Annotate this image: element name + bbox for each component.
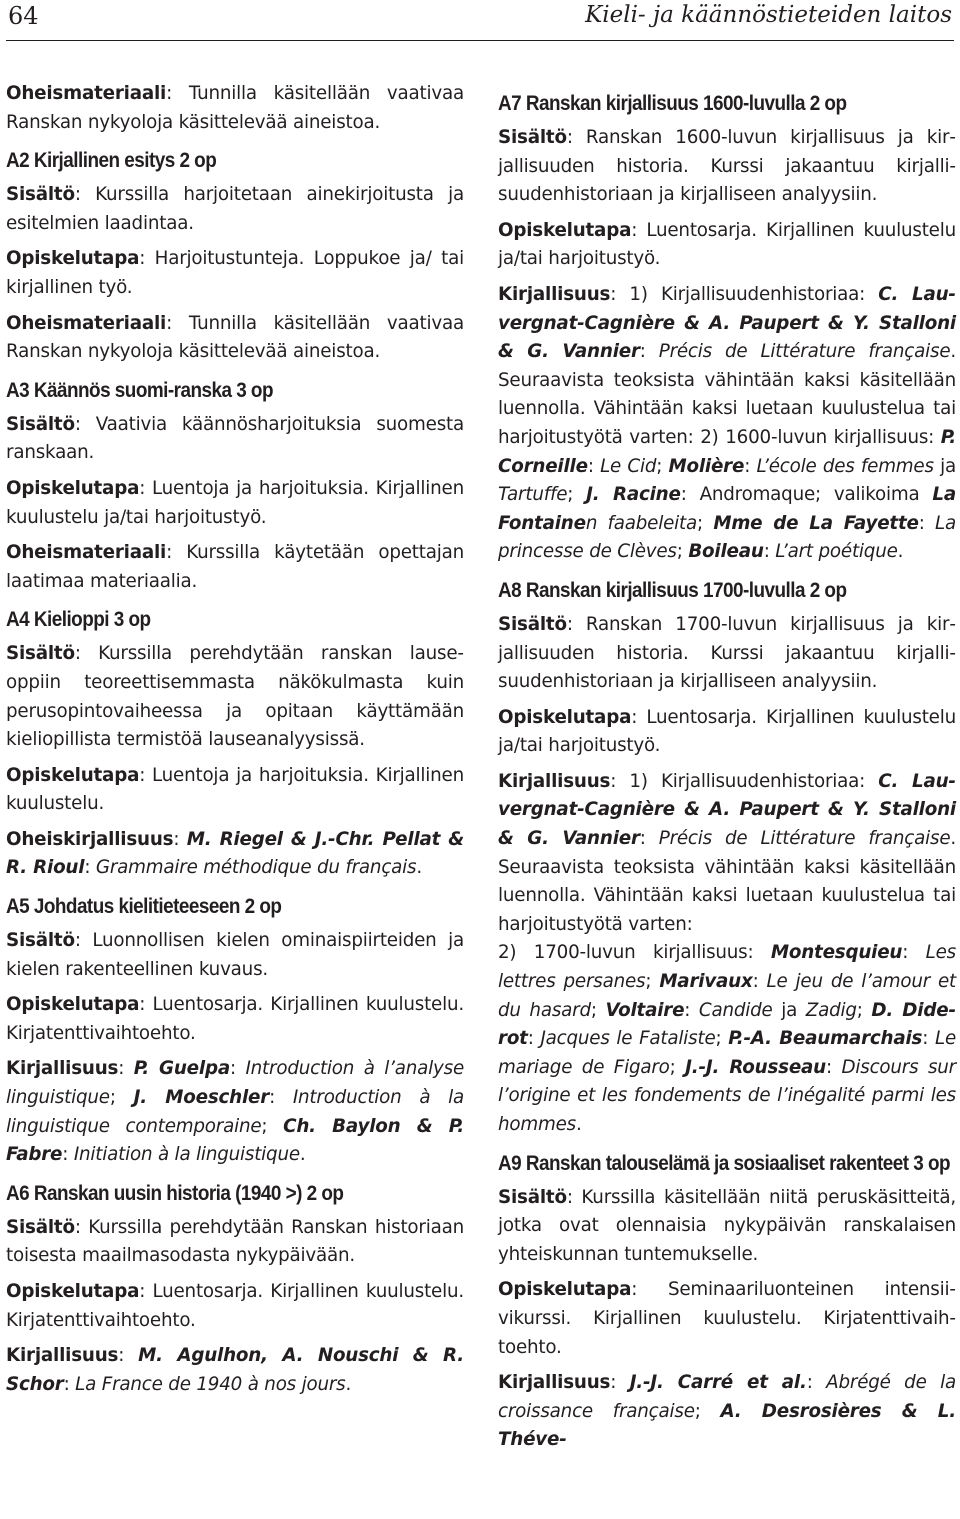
left-column xyxy=(6,80,464,1406)
a8-work-5-title: Le mariage de Figaro xyxy=(498,1028,956,1078)
separator: ; xyxy=(715,1028,729,1050)
separator: ; xyxy=(645,971,660,993)
a8-work-4-author: D. Diderot xyxy=(498,999,957,1050)
a6-kirjallisuus xyxy=(6,1342,464,1399)
a4-opiskelutapa-text: : Luentoja ja harjoituksia. Kirjallinen kuulustelu. xyxy=(6,764,464,815)
a5-opiskelutapa-text: : Luentosarja. Kirjallinen kuulustelu. Kirjatenttivaihtoehto. xyxy=(6,994,464,1044)
a6-opiskelutapa xyxy=(6,1278,464,1335)
a2-sisalto xyxy=(6,181,464,238)
separator: . xyxy=(299,1144,306,1166)
a9-author-1: J.-J. Carré et al. xyxy=(629,1372,807,1394)
separator: ; xyxy=(694,1400,721,1422)
a8-sisalto xyxy=(498,611,956,697)
separator: ; xyxy=(656,455,669,477)
a6-book-title: La France de 1940 à nos jours xyxy=(75,1373,346,1395)
a5-author-1: P. Guelpa xyxy=(133,1058,230,1080)
separator: ; xyxy=(856,999,872,1021)
a7-work-2-title-1: L’école des femmes xyxy=(756,455,934,477)
a7-kirjallisuus xyxy=(498,281,956,567)
a7-work-2-author: Molière xyxy=(668,455,745,477)
page-number: 64 xyxy=(8,2,39,30)
a7-work-3-author: J. Racine xyxy=(586,484,681,506)
course-a3-title: A3 Käännös suomi-ranska 3 op xyxy=(6,377,273,402)
a7-work-4-title: n faabeleita xyxy=(585,512,698,534)
a8-work-2-title: Le jeu de l’amour et du hasard xyxy=(498,971,957,1021)
separator: : xyxy=(118,1345,139,1367)
a8-kirjallisuus xyxy=(498,768,956,940)
separator: : xyxy=(763,541,776,563)
a8-work-1-title: Les lettres persanes xyxy=(498,942,956,993)
a8-work-1-author: Montesquieu xyxy=(770,942,903,964)
label-oheismateriaali: Oheismateriaali xyxy=(6,83,167,104)
a2-sisalto-text: : Kurssilla harjoitetaan ainekirjoitusta ja esitelmien laadintaa. xyxy=(6,184,464,234)
separator: . xyxy=(897,541,904,563)
separator: . xyxy=(345,1373,352,1395)
a2-opiskelutapa-text: : Harjoitustunteja. Loppukoe ja/ tai kirjallinen työ. xyxy=(6,248,464,298)
a7-selection-text: . Seuraavista teoksista vähintään kaksi käsitellään luennolla. Vähintään kaksi luetaan kuulustelua tai harjoitustyötä varten: 2) 1600-luvun kirjallisuus: xyxy=(498,341,956,448)
label-kirjallisuus: Kirjallisuus xyxy=(6,1058,119,1080)
a8-sisalto-text: : Ranskan 1700-luvun kirjallisuus ja kirjallisuuden historia. Kurssi jakaantuu kirjallisuudenhistoriaan ja kirjalliseen analyysiin. xyxy=(498,613,956,693)
intro-oheismateriaali xyxy=(6,80,464,137)
a5-author-3: Ch. Baylon & P. Fabre xyxy=(6,1115,464,1166)
separator: : xyxy=(918,512,935,534)
a7-work-1-author: P. Corneille xyxy=(498,426,956,477)
separator: ; xyxy=(669,1056,686,1078)
separator: ; xyxy=(590,999,606,1021)
department-name: Kieli- ja käännöstieteiden laitos xyxy=(585,2,952,28)
a7-lit-intro: : 1) Kirjallisuudenhistoriaa: xyxy=(610,283,879,305)
a2-oheismateriaali xyxy=(6,310,464,367)
a4-authors: M. Riegel & J.-Chr. Pellat & R. Rioul xyxy=(6,828,464,879)
separator: : xyxy=(229,1058,246,1080)
a6-sisalto-text: : Kurssilla perehdytään Ranskan historiaan toisesta maailmasodasta nykypäivään. xyxy=(6,1216,464,1267)
separator: : xyxy=(902,942,926,964)
a7-work-1-title: Le Cid xyxy=(600,455,657,477)
separator: : xyxy=(826,1056,842,1078)
separator: ja xyxy=(933,455,956,477)
a4-sisalto xyxy=(6,640,464,754)
a7-opiskelutapa-text: : Luentosarja. Kirjallinen kuulustelu ja/tai harjoitustyö. xyxy=(498,219,956,270)
label-sisalto: Sisältö xyxy=(6,1216,75,1238)
label-opiskelutapa: Opiskelutapa xyxy=(498,219,632,241)
label-sisalto: Sisältö xyxy=(6,643,75,665)
a5-kirjallisuus xyxy=(6,1055,464,1169)
a4-sisalto-text: : Kurssilla perehdytään ranskan lauseoppiin teoreettisemmasta näkökulmasta kuin perusopintovaiheessa ja opitaan käyttämään kieliopillista termistöä lauseanalyysissä. xyxy=(6,643,464,751)
a9-opiskelutapa xyxy=(498,1276,956,1362)
course-a5-title: A5 Johdatus kielitieteeseen 2 op xyxy=(6,894,282,919)
course-a2-title: A2 Kirjallinen esitys 2 op xyxy=(6,148,217,173)
label-kirjallisuus: Kirjallisuus xyxy=(498,770,611,792)
a5-sisalto xyxy=(6,927,464,984)
label-sisalto: Sisältö xyxy=(6,413,75,435)
a8-part-2-intro: 2) 1700-luvun kirjallisuus: xyxy=(498,942,771,964)
separator: : xyxy=(62,1144,74,1166)
separator: : xyxy=(639,341,659,363)
a3-oheismateriaali-text: : Kurssilla käytetään opettajan laatimaa materiaalia. xyxy=(6,542,464,592)
a5-title-1: Introduction à l’analyse linguistique xyxy=(6,1058,464,1109)
separator: : xyxy=(527,1028,541,1050)
separator: : xyxy=(63,1373,76,1395)
separator: : xyxy=(639,828,659,850)
a7-work-3-text: : Andromaque; valikoima xyxy=(680,484,933,506)
label-oheiskirjallisuus: Oheiskirjallisuus xyxy=(6,828,174,850)
label-opiskelutapa: Opiskelutapa xyxy=(6,248,140,270)
a9-sisalto xyxy=(498,1184,956,1270)
a4-opiskelutapa xyxy=(6,762,464,819)
label-opiskelutapa: Opiskelutapa xyxy=(498,706,632,728)
a4-oheiskirjallisuus xyxy=(6,826,464,883)
a8-lit-intro: : 1) Kirjallisuudenhistoriaa: xyxy=(610,770,879,792)
a8-work-3-author: Voltaire xyxy=(605,999,685,1021)
separator: : xyxy=(84,857,96,879)
separator: : xyxy=(269,1087,293,1109)
intro-oheismateriaali-text: : Tunnilla käsitellään vaativaa Ranskan nykyoloja käsittelevää aineistoa. xyxy=(6,83,464,133)
separator: : xyxy=(587,455,601,477)
a3-opiskelutapa xyxy=(6,475,464,532)
a3-sisalto-text: : Vaativia käännösharjoituksia suomesta ranskaan. xyxy=(6,413,464,464)
label-kirjallisuus: Kirjallisuus xyxy=(6,1345,119,1367)
separator: : xyxy=(752,971,767,993)
a2-opiskelutapa xyxy=(6,245,464,302)
label-sisalto: Sisältö xyxy=(6,930,75,952)
separator: . xyxy=(575,1114,582,1135)
separator: ; xyxy=(697,512,714,534)
a8-work-3-title-2: Zadig xyxy=(805,999,857,1021)
separator: : xyxy=(173,828,187,850)
label-opiskelutapa: Opiskelutapa xyxy=(6,764,140,786)
a7-sisalto xyxy=(498,124,956,210)
a7-work-6-author: Boileau xyxy=(688,541,764,563)
course-a4-title: A4 Kielioppi 3 op xyxy=(6,607,151,632)
a7-opiskelutapa xyxy=(498,217,956,274)
separator: ja xyxy=(772,999,806,1021)
separator: : xyxy=(922,1028,935,1050)
separator: ; xyxy=(261,1115,284,1137)
a8-work-3-title-1: Candide xyxy=(698,999,773,1021)
course-a7-title: A7 Ranskan kirjallisuus 1600-luvulla 2 op xyxy=(498,91,847,115)
a7-work-5-author: Mme de La Fayette xyxy=(713,512,919,534)
separator: : xyxy=(610,1372,630,1394)
a5-title-2: Introduction à la linguistique contemporaine xyxy=(6,1087,465,1137)
label-sisalto: Sisältö xyxy=(498,127,567,148)
a5-author-2: J. Moeschler xyxy=(133,1087,270,1109)
a6-sisalto xyxy=(6,1214,464,1271)
separator: : xyxy=(806,1372,827,1394)
a3-sisalto xyxy=(6,411,464,468)
label-oheismateriaali: Oheismateriaali xyxy=(6,542,167,564)
a8-authors: C. Lauvergnat-Cagnière & A. Paupert & Y. Stalloni & G. Vannier xyxy=(498,770,956,850)
label-opiskelutapa: Opiskelutapa xyxy=(6,994,140,1016)
right-column xyxy=(498,88,956,1462)
a8-work-5-author: P.-A. Beaumarchais xyxy=(728,1028,923,1050)
a8-opiskelutapa-text: : Luentosarja. Kirjallinen kuulustelu ja/tai harjoitustyö. xyxy=(498,706,956,757)
a9-sisalto-text: : Kurssilla käsitellään niitä peruskäsitteitä, jotka ovat olennaisia nykypäivän ranskalaisen yhteiskunnan tuntemukselle. xyxy=(498,1186,956,1265)
a5-opiskelutapa xyxy=(6,991,464,1048)
label-opiskelutapa: Opiskelutapa xyxy=(6,1281,140,1302)
a9-kirjallisuus xyxy=(498,1369,956,1455)
a7-authors: C. Lauvergnat-Cagnière & A. Paupert & Y. Stalloni & G. Vannier xyxy=(498,283,956,363)
separator: . xyxy=(416,857,423,879)
a9-title-1: Abrégé de la croissance française xyxy=(498,1372,956,1422)
separator: : xyxy=(684,999,699,1021)
a8-work-4-title: Jacques le Fataliste xyxy=(540,1028,716,1050)
a7-work-2-title-2: Tartuffe xyxy=(498,484,568,506)
a9-author-2: A. Desrosières & L. Théve- xyxy=(498,1400,956,1451)
label-kirjallisuus: Kirjallisuus xyxy=(498,1372,611,1394)
a8-work-2-author: Marivaux xyxy=(659,971,753,993)
a6-author: M. Agulhon, A. Nouschi & R. Schor xyxy=(6,1345,465,1395)
label-sisalto: Sisältö xyxy=(6,184,75,206)
label-oheismateriaali: Oheismateriaali xyxy=(6,312,167,334)
a7-work-6-title: L’art poétique xyxy=(775,541,898,563)
course-a9-title: A9 Ranskan talouselämä ja sosiaaliset rakenteet 3 op xyxy=(498,1150,951,1175)
label-sisalto: Sisältö xyxy=(498,1186,567,1208)
a7-precis-title: Précis de Littérature française xyxy=(658,341,951,363)
a8-opiskelutapa xyxy=(498,704,956,761)
a3-opiskelutapa-text: : Luentoja ja harjoituksia. Kirjallinen kuulustelu ja/tai harjoitustyö. xyxy=(6,477,464,528)
a3-oheismateriaali xyxy=(6,539,464,596)
separator: : xyxy=(744,455,757,477)
a7-work-4-author: La Fontaine xyxy=(498,484,957,534)
separator: : xyxy=(118,1058,134,1080)
separator: ; xyxy=(109,1087,134,1109)
a5-sisalto-text: : Luonnollisen kielen ominaispiirteiden ja kielen rakenteellinen kuvaus. xyxy=(6,930,464,980)
a9-opiskelutapa-text: : Seminaariluonteinen intensiivikurssi. Kirjallinen kuulustelu. Kirjatenttivaihtoehto. xyxy=(498,1279,956,1358)
page-header xyxy=(6,0,954,41)
a8-work-6-title: Discours sur l’origine et les fondements de l’inégalité parmi les hommes xyxy=(498,1056,956,1135)
separator: ; xyxy=(676,541,689,563)
a8-work-6-author: J.-J. Rousseau xyxy=(685,1056,826,1078)
a4-book-title: Grammaire méthodique du français xyxy=(95,857,417,879)
a8-part-2 xyxy=(498,939,956,1139)
label-kirjallisuus: Kirjallisuus xyxy=(498,283,611,305)
a5-title-3: Initiation à la linguistique xyxy=(73,1144,300,1166)
a6-opiskelutapa-text: : Luentosarja. Kirjallinen kuulustelu. Kirjatenttivaihtoehto. xyxy=(6,1281,464,1331)
label-sisalto: Sisältö xyxy=(498,613,567,635)
a8-selection-text: . Seuraavista teoksista vähintään kaksi käsitellään luennolla. Vähintään kaksi luetaan kuulustelua tai harjoitustyötä varten: xyxy=(498,828,956,935)
a7-work-5-title: La princesse de Clèves xyxy=(498,512,956,563)
a2-oheismateriaali-text: : Tunnilla käsitellään vaativaa Ranskan nykyoloja käsittelevää aineistoa. xyxy=(6,312,464,363)
a7-sisalto-text: : Ranskan 1600-luvun kirjallisuus ja kirjallisuuden historia. Kurssi jakaantuu kirjallisuudenhistoriaan ja kirjalliseen analyysiin. xyxy=(498,127,956,206)
course-a6-title: A6 Ranskan uusin historia (1940 >) 2 op xyxy=(6,1180,344,1205)
label-opiskelutapa: Opiskelutapa xyxy=(498,1279,632,1301)
label-opiskelutapa: Opiskelutapa xyxy=(6,477,140,499)
separator: ; xyxy=(567,484,587,506)
course-a8-title: A8 Ranskan kirjallisuus 1700-luvulla 2 op xyxy=(498,577,847,602)
a8-precis-title: Précis de Littérature française xyxy=(658,828,951,850)
